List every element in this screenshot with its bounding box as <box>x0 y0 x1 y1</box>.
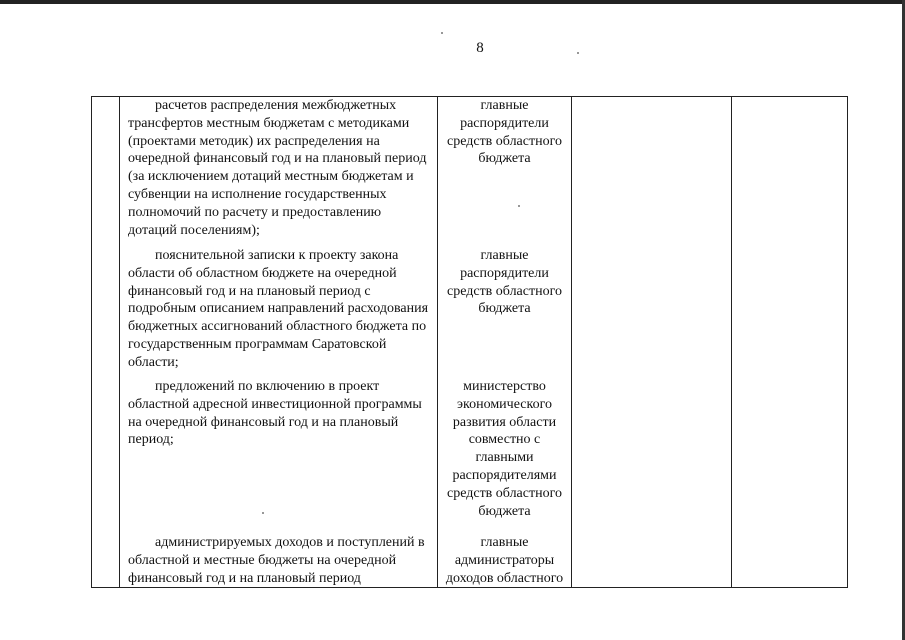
number-cell <box>92 97 120 248</box>
number-cell <box>92 534 120 588</box>
item-responsible: главные распорядители средств областного бюджета <box>446 98 562 167</box>
scan-border-top <box>0 0 905 4</box>
description-cell <box>120 247 438 378</box>
note-cell <box>732 378 848 534</box>
scan-speck <box>518 205 520 207</box>
term-cell <box>572 247 732 378</box>
item-description: предложений по включению в проект областной адресной инвестиционной программы на очередной финансовый год и на плановый период; <box>128 379 422 448</box>
responsible-cell <box>438 534 572 588</box>
description-cell <box>120 534 438 588</box>
item-description: администрируемых доходов и поступлений в областной и местные бюджеты на очередной финансовый год и на плановый период <box>128 535 425 586</box>
document-table <box>91 96 848 588</box>
number-cell <box>92 247 120 378</box>
note-cell <box>732 97 848 248</box>
note-cell <box>732 534 848 588</box>
number-cell <box>92 378 120 534</box>
term-cell <box>572 378 732 534</box>
description-cell <box>120 97 438 248</box>
scan-speck <box>441 32 443 34</box>
item-responsible: министерство экономического развития области совместно с главными распорядителями средств областного бюджета <box>446 379 562 519</box>
scan-speck <box>262 512 264 514</box>
scan-speck <box>577 52 579 54</box>
page-number: 8 <box>476 40 484 56</box>
table-row <box>92 247 848 378</box>
term-cell <box>572 534 732 588</box>
table-row <box>92 534 848 588</box>
item-description: расчетов распределения межбюджетных трансфертов местным бюджетам с методиками (проектами методик) их распределения на очередной финансовый год и на плановый период (за исключением дотаций местным бюджетам и субвенции на исполнение государственных полномочий по расчету и предоставлению дотаций поселениям); <box>128 98 427 238</box>
responsible-cell <box>438 97 572 248</box>
note-cell <box>732 247 848 378</box>
table-row <box>92 378 848 534</box>
item-responsible: главные администраторы доходов областного <box>445 535 564 586</box>
item-responsible: главные распорядители средств областного бюджета <box>446 248 562 317</box>
responsible-cell <box>438 378 572 534</box>
responsible-cell <box>438 247 572 378</box>
table-row <box>92 97 848 248</box>
description-cell <box>120 378 438 534</box>
item-description: пояснительной записки к проекту закона области об областном бюджете на очередной финансовый год и на плановый период с подробным описанием направлений расходования бюджетных ассигнований областного бюджета по государственным программам Саратовской области; <box>128 248 429 370</box>
term-cell <box>572 97 732 248</box>
